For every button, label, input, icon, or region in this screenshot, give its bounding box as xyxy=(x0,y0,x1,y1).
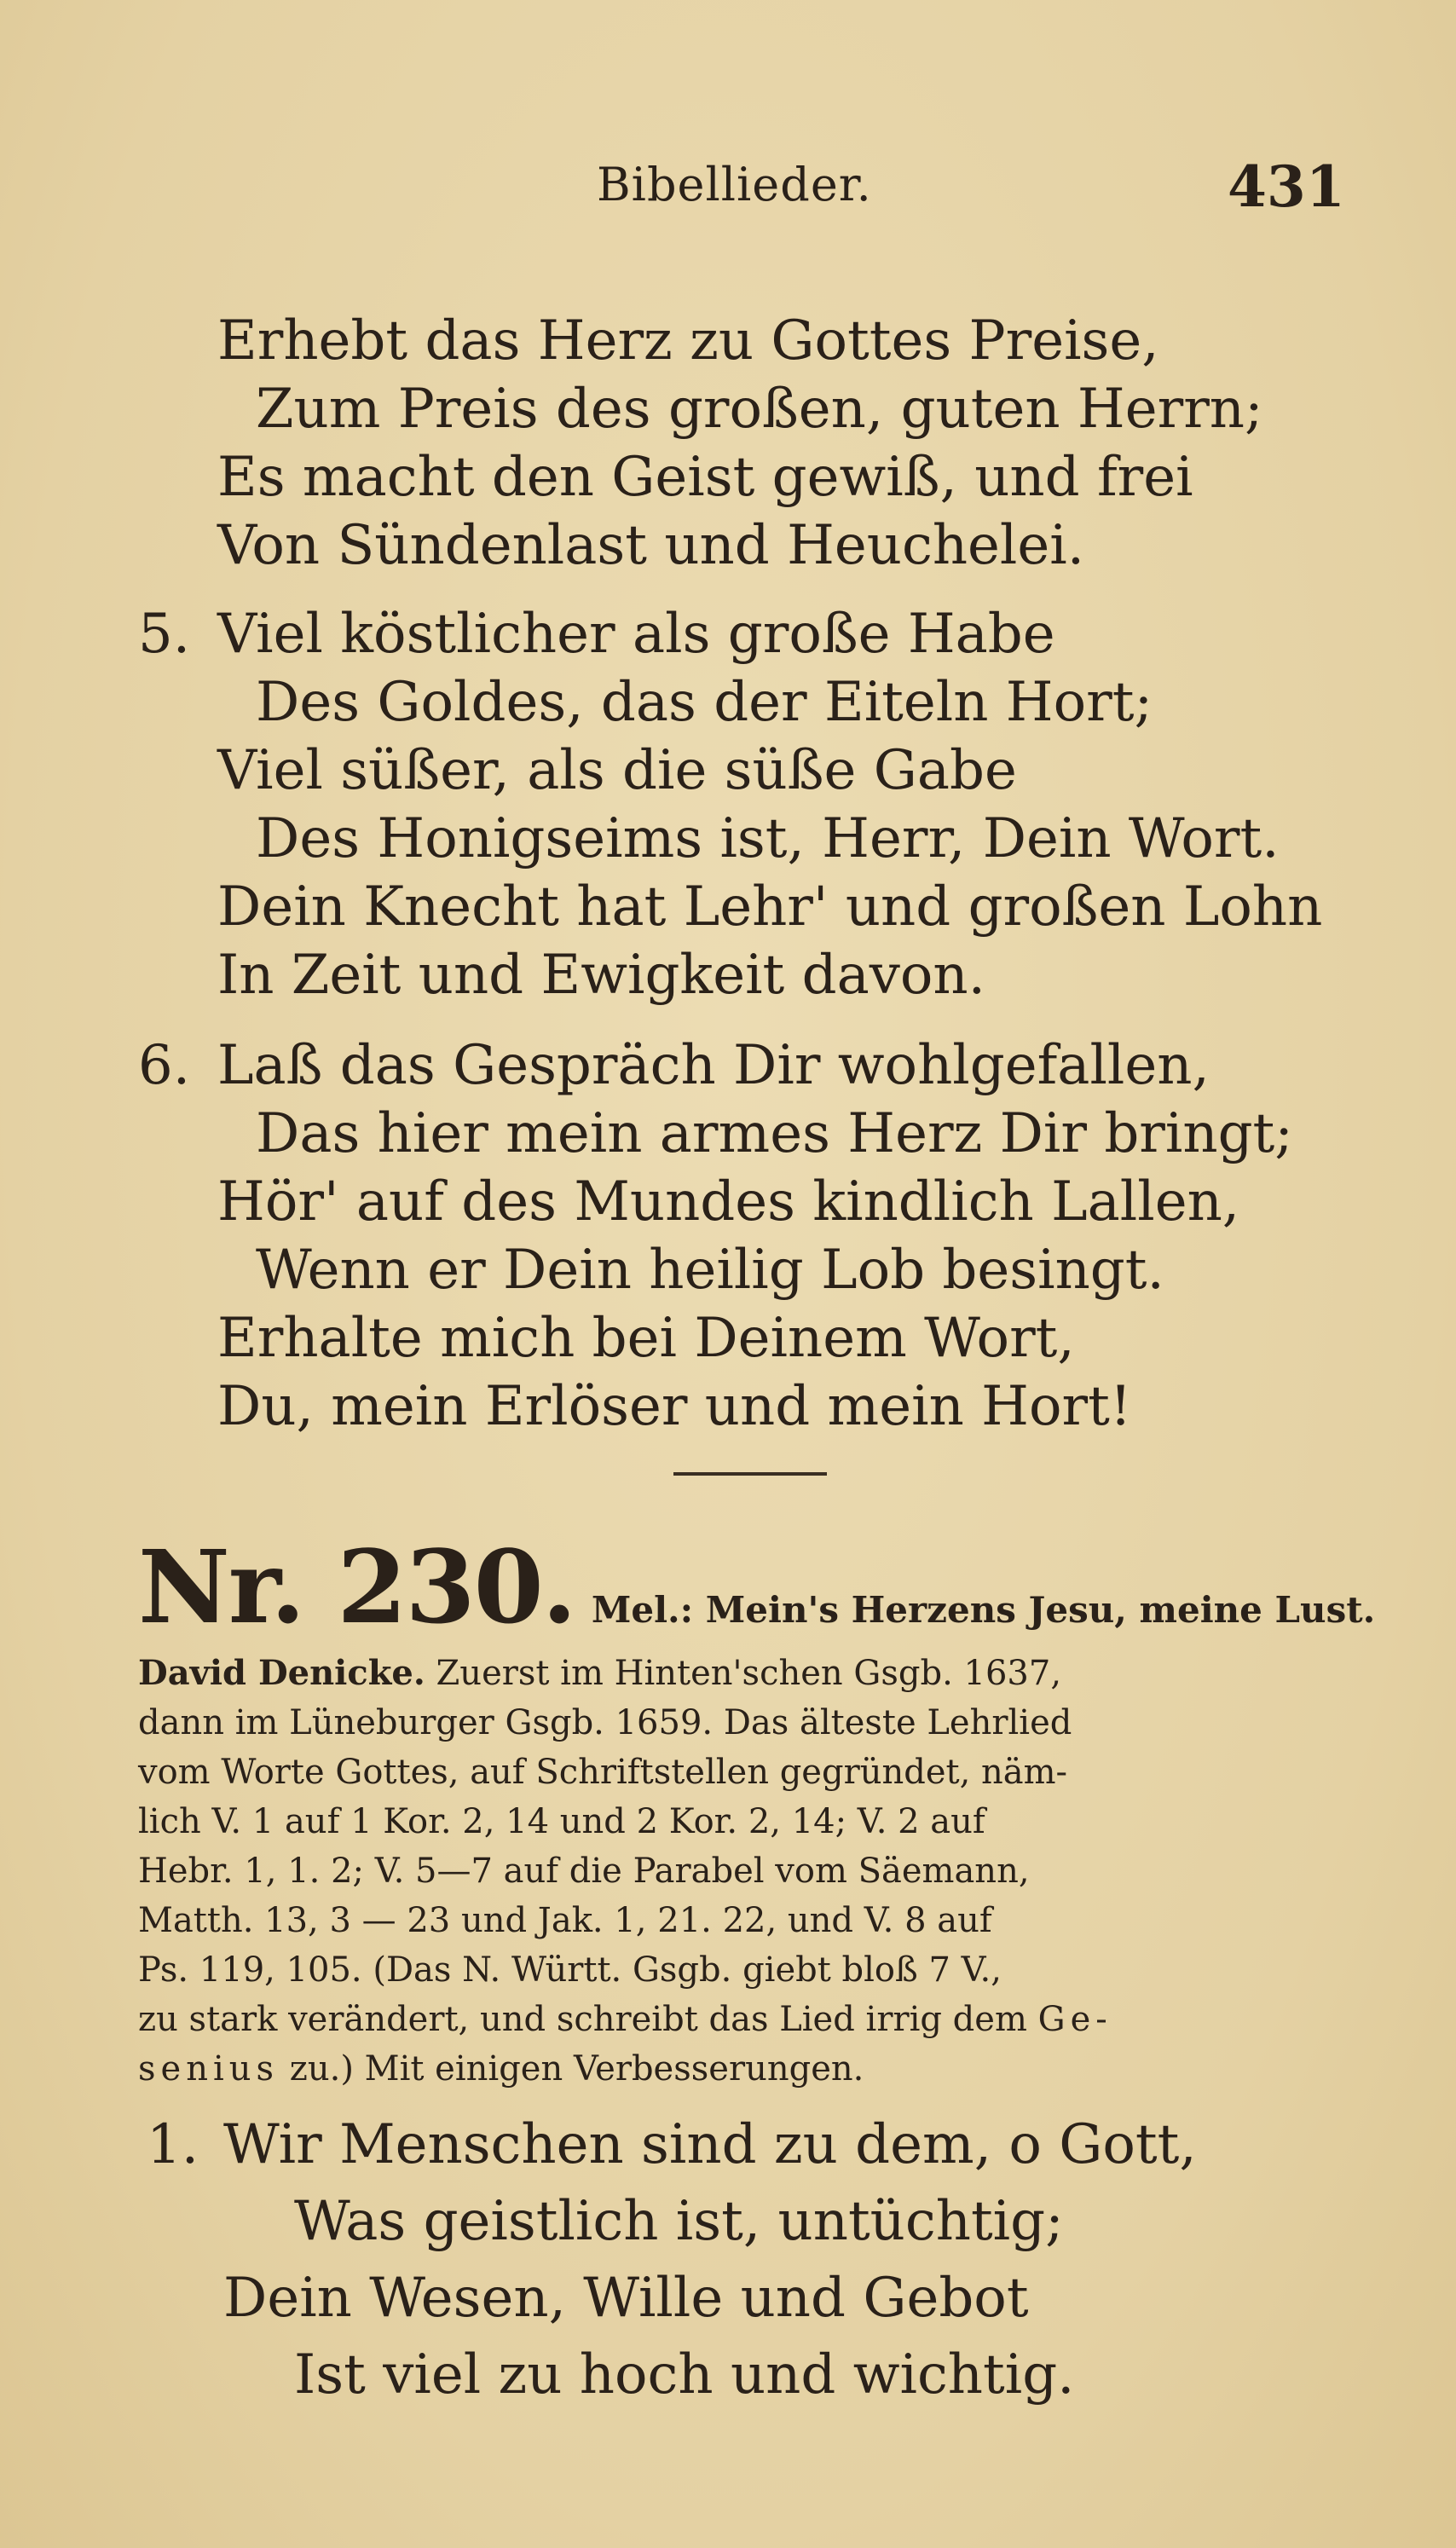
stanza-number: 6. xyxy=(138,1034,191,1097)
note-line: Matth. 13, 3 — 23 und Jak. 1, 21. 22, und V. 8 auf xyxy=(138,1901,992,1940)
verse-line: Dein Knecht hat Lehr' und großen Lohn xyxy=(217,875,1323,939)
verse-line: Von Sündenlast und Heuchelei. xyxy=(217,514,1085,577)
verse-line: Wenn er Dein heilig Lob besingt. xyxy=(256,1239,1164,1302)
verse-line: Wir Menschen sind zu dem, o Gott, xyxy=(223,2113,1197,2176)
note-line: dann im Lüneburger Gsgb. 1659. Das älteste Lehrlied xyxy=(138,1703,1072,1742)
verse-line: Viel süßer, als die süße Gabe xyxy=(217,739,1017,802)
running-head: Bibellieder. xyxy=(597,158,872,211)
note-line: Hebr. 1, 1. 2; V. 5—7 auf die Parabel vom Säemann, xyxy=(138,1852,1030,1891)
section-divider xyxy=(673,1472,827,1476)
verse-line: Erhalte mich bei Deinem Wort, xyxy=(217,1307,1075,1370)
note-line: zu stark verändert, und schreibt das Lied irrig dem Ge- xyxy=(138,2000,1112,2039)
editorial-note xyxy=(138,1649,1332,2094)
verse-line: In Zeit und Ewigkeit davon. xyxy=(217,944,985,1007)
verse-line: Ist viel zu hoch und wichtig. xyxy=(294,2343,1075,2406)
stanza-number: 5. xyxy=(138,603,191,666)
hymn-header xyxy=(138,1528,1375,1646)
note-line: vom Worte Gottes, auf Schriftstellen gegründet, näm- xyxy=(138,1753,1068,1792)
verse-line: Erhebt das Herz zu Gottes Preise, xyxy=(217,309,1159,373)
verse-line: Es macht den Geist gewiß, und frei xyxy=(217,446,1193,509)
note-line: senius zu.) Mit einigen Verbesserungen. xyxy=(138,2049,864,2089)
stanza-number: 1. xyxy=(147,2113,199,2176)
page-number: 431 xyxy=(1228,153,1345,220)
note-line: Ps. 119, 105. (Das N. Württ. Gsgb. giebt bloß 7 V., xyxy=(138,1950,1002,1990)
author-name: David Denicke. xyxy=(138,1653,425,1693)
verse-line: Zum Preis des großen, guten Herrn; xyxy=(256,378,1263,441)
verse-line: Das hier mein armes Herz Dir bringt; xyxy=(256,1102,1293,1165)
verse-line: Des Honigseims ist, Herr, Dein Wort. xyxy=(256,807,1280,870)
note-line: David Denicke. Zuerst im Hinten'schen Gsgb. 1637, xyxy=(138,1653,1062,1693)
hymn-number: Nr. 230. xyxy=(138,1528,575,1646)
verse-line: Laß das Gespräch Dir wohlgefallen, xyxy=(217,1034,1210,1097)
melody-reference: Mel.: Mein's Herzens Jesu, meine Lust. xyxy=(591,1589,1376,1631)
verse-line: Viel köstlicher als große Habe xyxy=(217,603,1055,666)
verse-line: Du, mein Erlöser und mein Hort! xyxy=(217,1375,1132,1438)
verse-line: Was geistlich ist, untüchtig; xyxy=(294,2190,1064,2253)
note-line: lich V. 1 auf 1 Kor. 2, 14 und 2 Kor. 2, 14; V. 2 auf xyxy=(138,1802,985,1841)
verse-line: Hör' auf des Mundes kindlich Lallen, xyxy=(217,1170,1240,1234)
verse-line: Des Goldes, das der Eiteln Hort; xyxy=(256,671,1153,734)
verse-line: Dein Wesen, Wille und Gebot xyxy=(223,2267,1029,2330)
